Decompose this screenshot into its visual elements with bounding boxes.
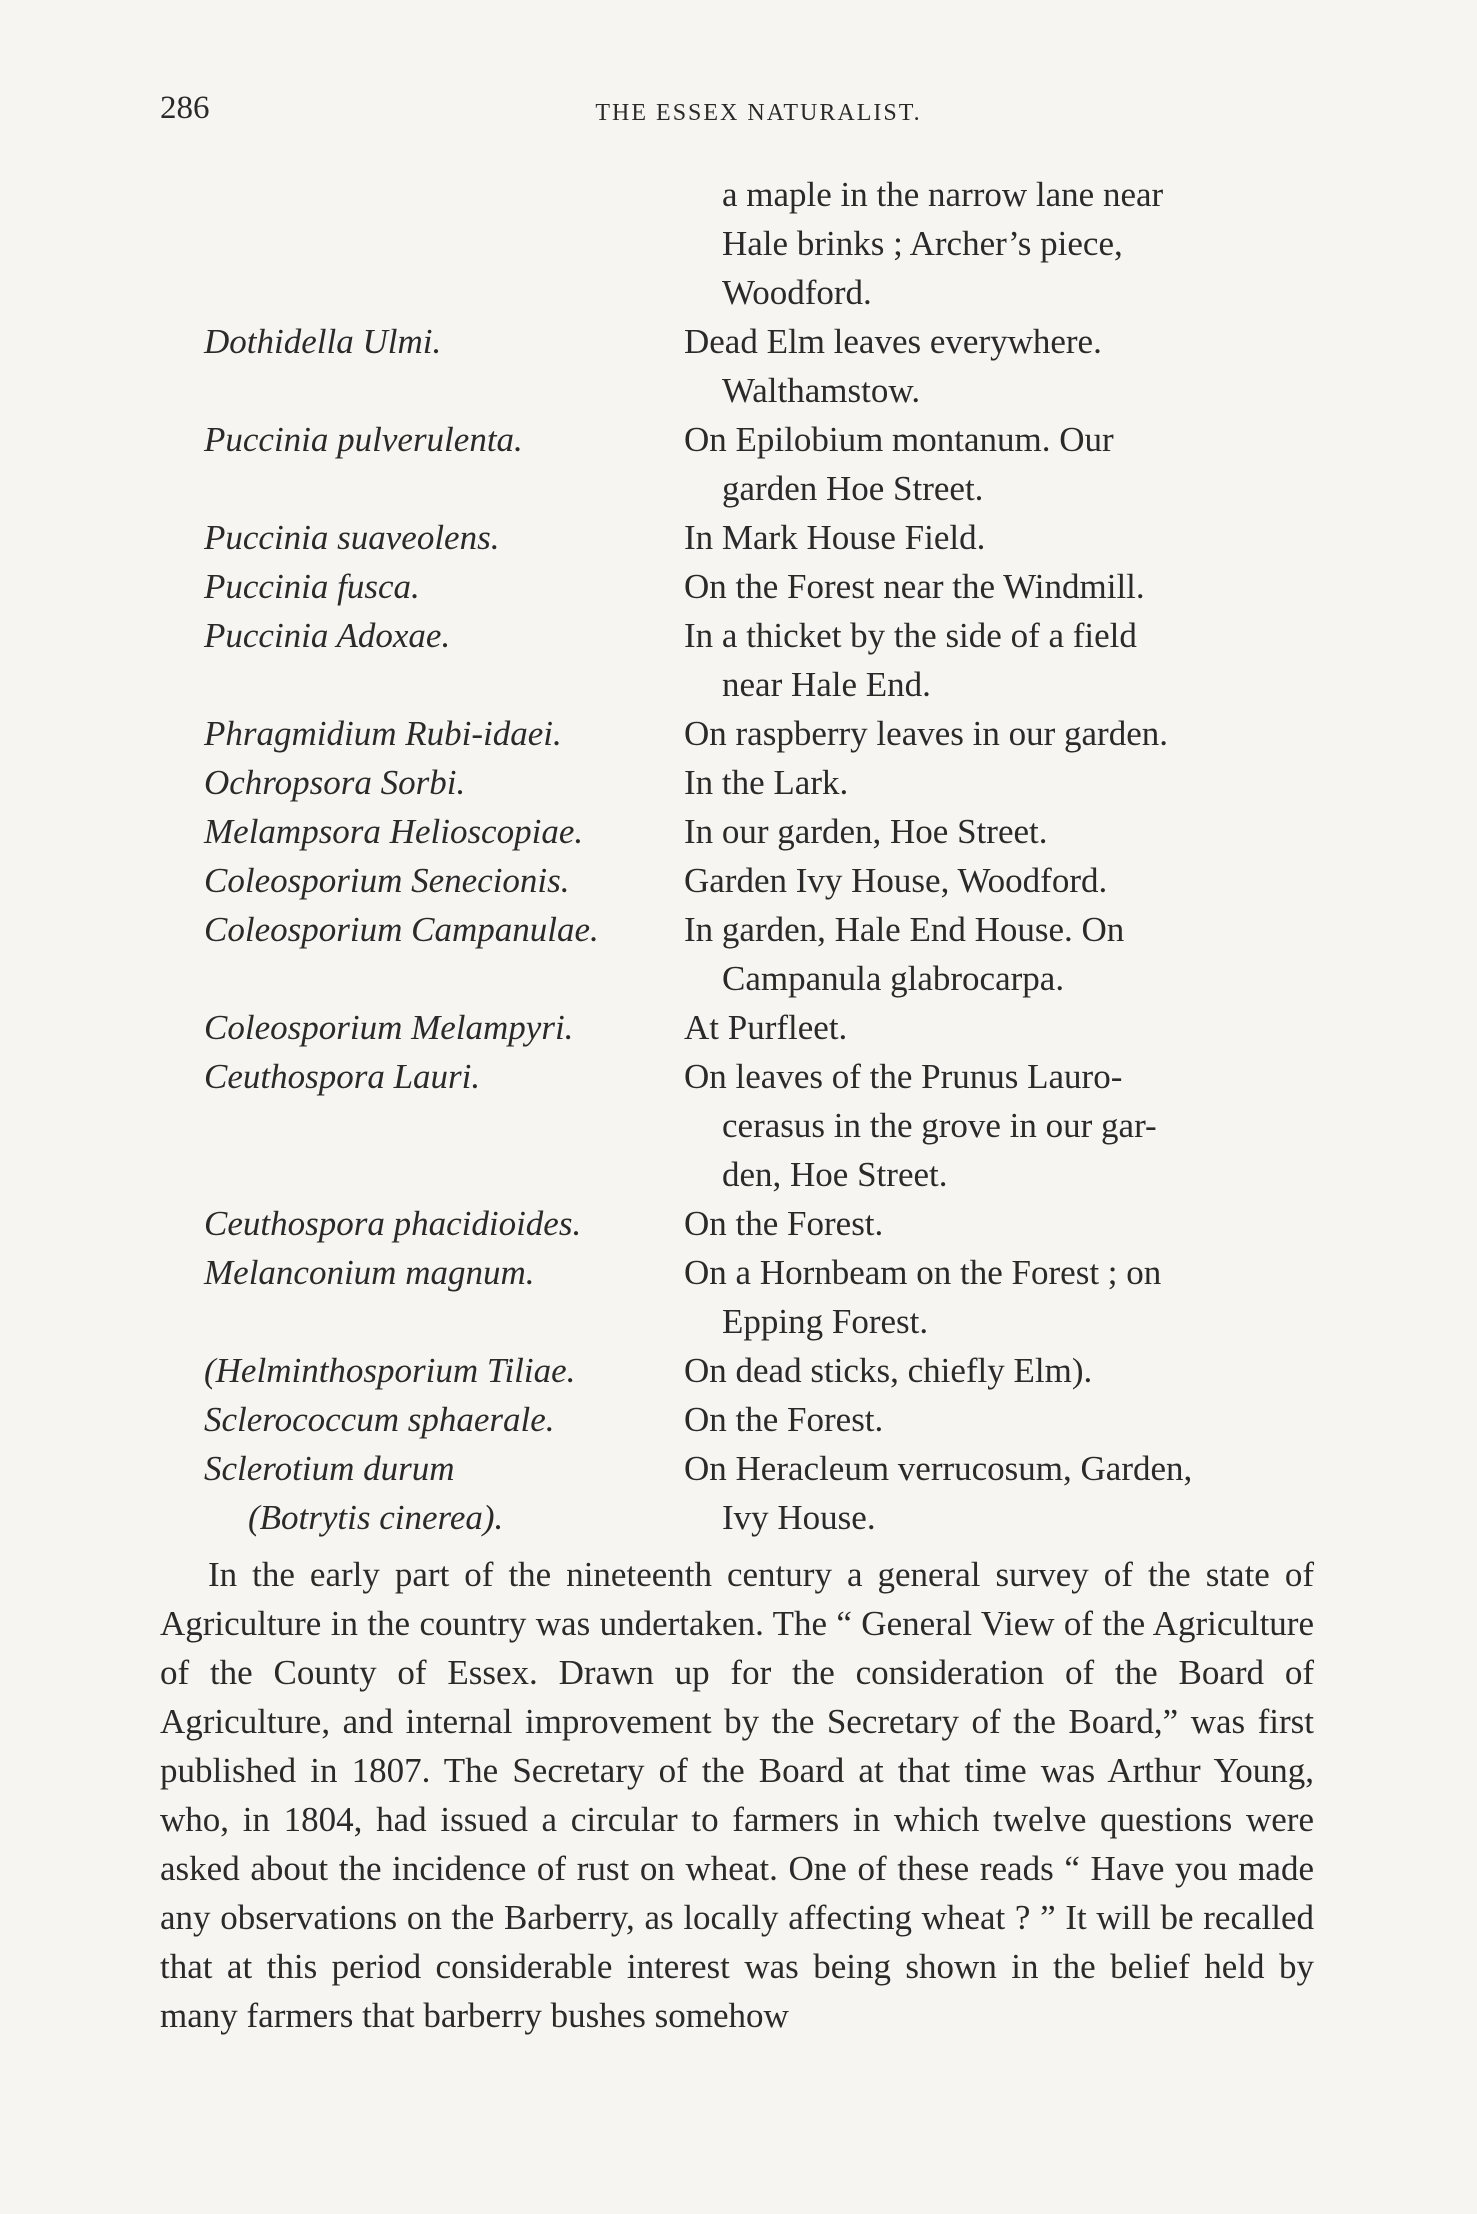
record-row (0, 807, 1477, 856)
species-name: Phragmidium Rubi-idaei. (204, 714, 562, 753)
species-name: Puccinia pulverulenta. (204, 420, 523, 459)
locality-line: In the Lark. (684, 763, 849, 802)
locality-line: cerasus in the grove in our gar- (722, 1106, 1157, 1145)
locality-text (684, 1346, 1314, 1395)
locality-line: On a Hornbeam on the Forest ; on (684, 1253, 1162, 1292)
species-name: (Helminthosporium Tiliae. (204, 1351, 576, 1390)
running-title: THE ESSEX NATURALIST. (595, 100, 922, 126)
locality-line: Walthamstow. (722, 371, 921, 410)
locality-text (684, 562, 1314, 611)
species-name: Coleosporium Campanulae. (204, 910, 599, 949)
locality-line: On the Forest. (684, 1204, 884, 1243)
species-name: (Botrytis cinerea). (248, 1498, 504, 1537)
record-row (0, 758, 1477, 807)
locality-text (684, 611, 1314, 709)
locality-line: Ivy House. (722, 1498, 876, 1537)
locality-text (684, 1052, 1314, 1199)
record-row (0, 1395, 1477, 1444)
record-row (0, 709, 1477, 758)
locality-text (684, 807, 1314, 856)
paragraph-text: In the early part of the nineteenth century a general survey of the state of Agriculture in the country was undertaken. The “ General View of the Agriculture of the County of Essex. Drawn up for the consideration of the Board of Agriculture, and internal improvement by the Secretary of the Board,” was first published in 1807. The Secretary of the Board at that time was Arthur Young, who, in 1804, had issued a circular to farmers in which twelve questions were asked about the incidence of rust on wheat. One of these reads “ Have you made any observations on the Barberry, as locally affecting wheat ? ” It will be recalled that at this period considerable interest was being shown in the belief held by many farmers that barberry bushes somehow (160, 1555, 1314, 2035)
locality-line: On Epilobium montanum. Our (684, 420, 1114, 459)
locality-line: On the Forest. (684, 1400, 884, 1439)
record-row (0, 1052, 1477, 1199)
species-name: Ceuthospora Lauri. (204, 1057, 481, 1096)
record-row (0, 1199, 1477, 1248)
species-name: Puccinia suaveolens. (204, 518, 500, 557)
locality-line: Epping Forest. (722, 1302, 929, 1341)
record-row (0, 1346, 1477, 1395)
record-row (0, 1493, 1477, 1542)
locality-line: garden Hoe Street. (722, 469, 984, 508)
locality-text (684, 1003, 1314, 1052)
locality-text (684, 709, 1314, 758)
locality-line: On dead sticks, chiefly Elm). (684, 1351, 1093, 1390)
species-name: Ochropsora Sorbi. (204, 763, 466, 802)
species-list (0, 170, 1477, 1542)
locality-line: Garden Ivy House, Woodford. (684, 861, 1108, 900)
record-row (0, 317, 1477, 415)
locality-text (684, 905, 1314, 1003)
record-row (0, 905, 1477, 1003)
locality-text (684, 1395, 1314, 1444)
locality-text (684, 170, 1314, 317)
record-row (0, 1003, 1477, 1052)
record-row (0, 513, 1477, 562)
locality-text (684, 856, 1314, 905)
locality-line: In a thicket by the side of a field (684, 616, 1137, 655)
record-row (0, 1444, 1477, 1493)
locality-line: den, Hoe Street. (722, 1155, 948, 1194)
locality-text (684, 1444, 1314, 1493)
locality-line: a maple in the narrow lane near (722, 175, 1164, 214)
species-name: Sclerococcum sphaerale. (204, 1400, 555, 1439)
locality-text (684, 317, 1314, 415)
record-row (0, 611, 1477, 709)
locality-line: On leaves of the Prunus Lauro- (684, 1057, 1123, 1096)
record-row (0, 415, 1477, 513)
locality-text (684, 1199, 1314, 1248)
species-name: Melanconium magnum. (204, 1253, 535, 1292)
species-name: Melampsora Helioscopiae. (204, 812, 584, 851)
record-row (0, 170, 1477, 317)
locality-line: In our garden, Hoe Street. (684, 812, 1048, 851)
locality-line: On raspberry leaves in our garden. (684, 714, 1168, 753)
locality-line: Woodford. (722, 273, 872, 312)
record-row (0, 1248, 1477, 1346)
record-row (0, 856, 1477, 905)
locality-text (684, 758, 1314, 807)
locality-line: Dead Elm leaves everywhere. (684, 322, 1102, 361)
species-name: Ceuthospora phacidioides. (204, 1204, 582, 1243)
locality-line: In garden, Hale End House. On (684, 910, 1125, 949)
locality-line: near Hale End. (722, 665, 931, 704)
species-name: Dothidella Ulmi. (204, 322, 442, 361)
species-name: Puccinia fusca. (204, 567, 420, 606)
locality-text (684, 513, 1314, 562)
locality-text (684, 415, 1314, 513)
record-row (0, 562, 1477, 611)
species-name: Coleosporium Senecionis. (204, 861, 570, 900)
species-name: Sclerotium durum (204, 1449, 455, 1488)
species-name: Puccinia Adoxae. (204, 616, 451, 655)
body-paragraph (160, 1550, 1314, 2040)
locality-line: Hale brinks ; Archer’s piece, (722, 224, 1123, 263)
species-name: Coleosporium Melampyri. (204, 1008, 574, 1047)
locality-line: On the Forest near the Windmill. (684, 567, 1145, 606)
locality-line: Campanula glabrocarpa. (722, 959, 1065, 998)
page-number: 286 (160, 90, 210, 126)
locality-text (684, 1248, 1314, 1346)
locality-line: In Mark House Field. (684, 518, 986, 557)
locality-text (684, 1493, 1314, 1542)
locality-line: On Heracleum verrucosum, Garden, (684, 1449, 1193, 1488)
locality-line: At Purfleet. (684, 1008, 848, 1047)
